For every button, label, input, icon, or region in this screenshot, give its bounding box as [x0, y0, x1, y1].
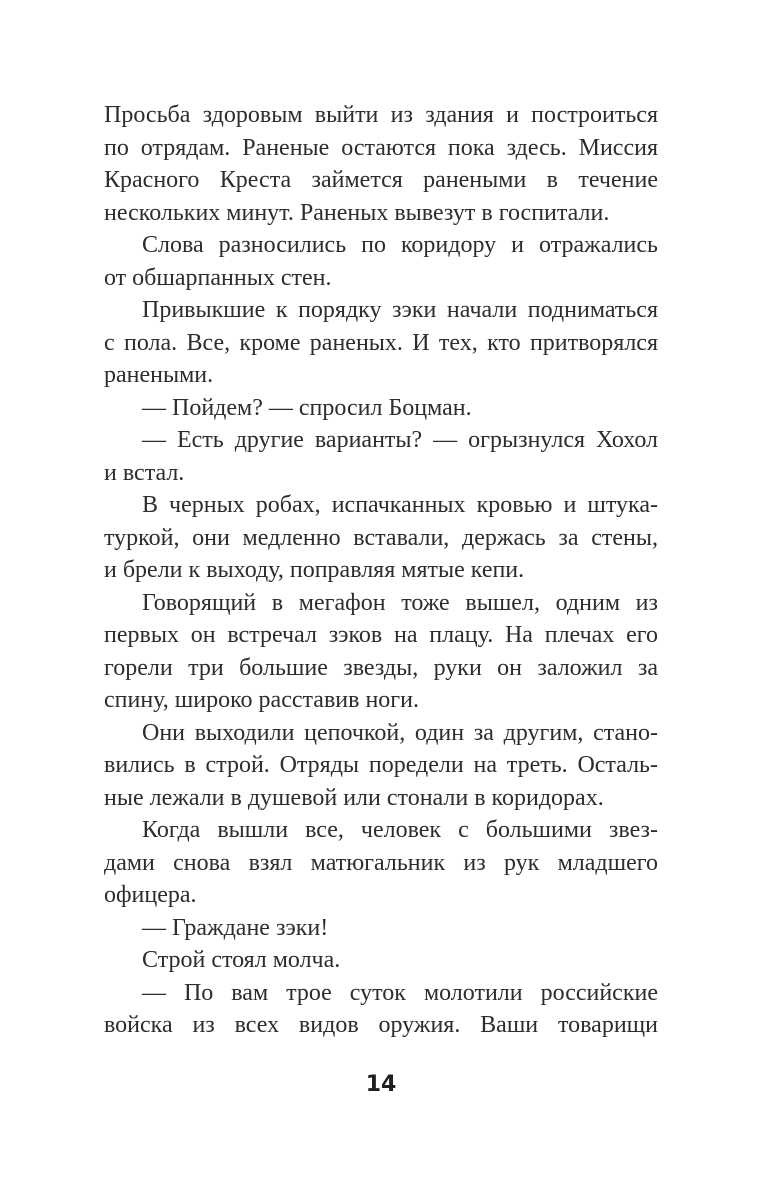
text-line: Привыкшие к порядку зэки начали подниматься: [142, 297, 658, 323]
text-line: первых он встречал зэков на плацу. На плечах его: [104, 622, 658, 648]
text-line: дами снова взял матюгальник из рук младшего: [104, 849, 658, 876]
text-line: и брели к выходу, поправляя мятые кепи.: [104, 557, 525, 583]
text-line: туркой, они медленно вставали, держась за стены,: [104, 524, 658, 551]
text-line: по отрядам. Раненые остаются пока здесь. Миссия: [104, 134, 658, 161]
text-line: офицера.: [104, 882, 197, 908]
text-line: В черных робах, испачканных кровью и штука-: [142, 492, 658, 518]
text-line: ные лежали в душевой или стонали в коридорах.: [104, 784, 604, 811]
text-line: — Пойдем? — спросил Боцман.: [142, 394, 472, 421]
text-line: Красного Креста займется ранеными в течение: [104, 167, 658, 193]
page-number: 14: [365, 1072, 397, 1097]
text-line: Просьба здоровым выйти из здания и построиться: [104, 102, 658, 128]
text-line: горели три большие звезды, руки он заложил за: [104, 654, 658, 681]
text-line: ранеными.: [104, 362, 214, 388]
text-line: Они выходили цепочкой, один за другим, стано-: [142, 719, 658, 746]
text-line: Слова разносились по коридору и отражались: [142, 232, 658, 258]
text-line: — По вам трое суток молотили российские: [142, 979, 658, 1006]
text-line: войска из всех видов оружия. Ваши товарищи: [104, 1012, 658, 1038]
text-line: и встал.: [104, 459, 185, 486]
text-line: — Есть другие варианты? — огрызнулся Хохол: [142, 427, 658, 453]
page-text: [104, 99, 658, 1042]
text-line: нескольких минут. Раненых вывезут в госпитали.: [104, 199, 610, 226]
text-line: Строй стоял молча.: [142, 947, 341, 973]
text-line: с пола. Все, кроме раненых. И тех, кто притворялся: [104, 329, 658, 356]
text-line: Когда вышли все, человек с большими звез-: [142, 817, 658, 843]
text-line: — Граждане зэки!: [142, 914, 329, 941]
text-line: от обшарпанных стен.: [104, 264, 332, 291]
text-line: спину, широко расставив ноги.: [104, 687, 419, 713]
text-line: вились в строй. Отряды поредели на треть. Осталь-: [104, 752, 658, 778]
text-line: Говорящий в мегафон тоже вышел, одним из: [142, 589, 658, 616]
